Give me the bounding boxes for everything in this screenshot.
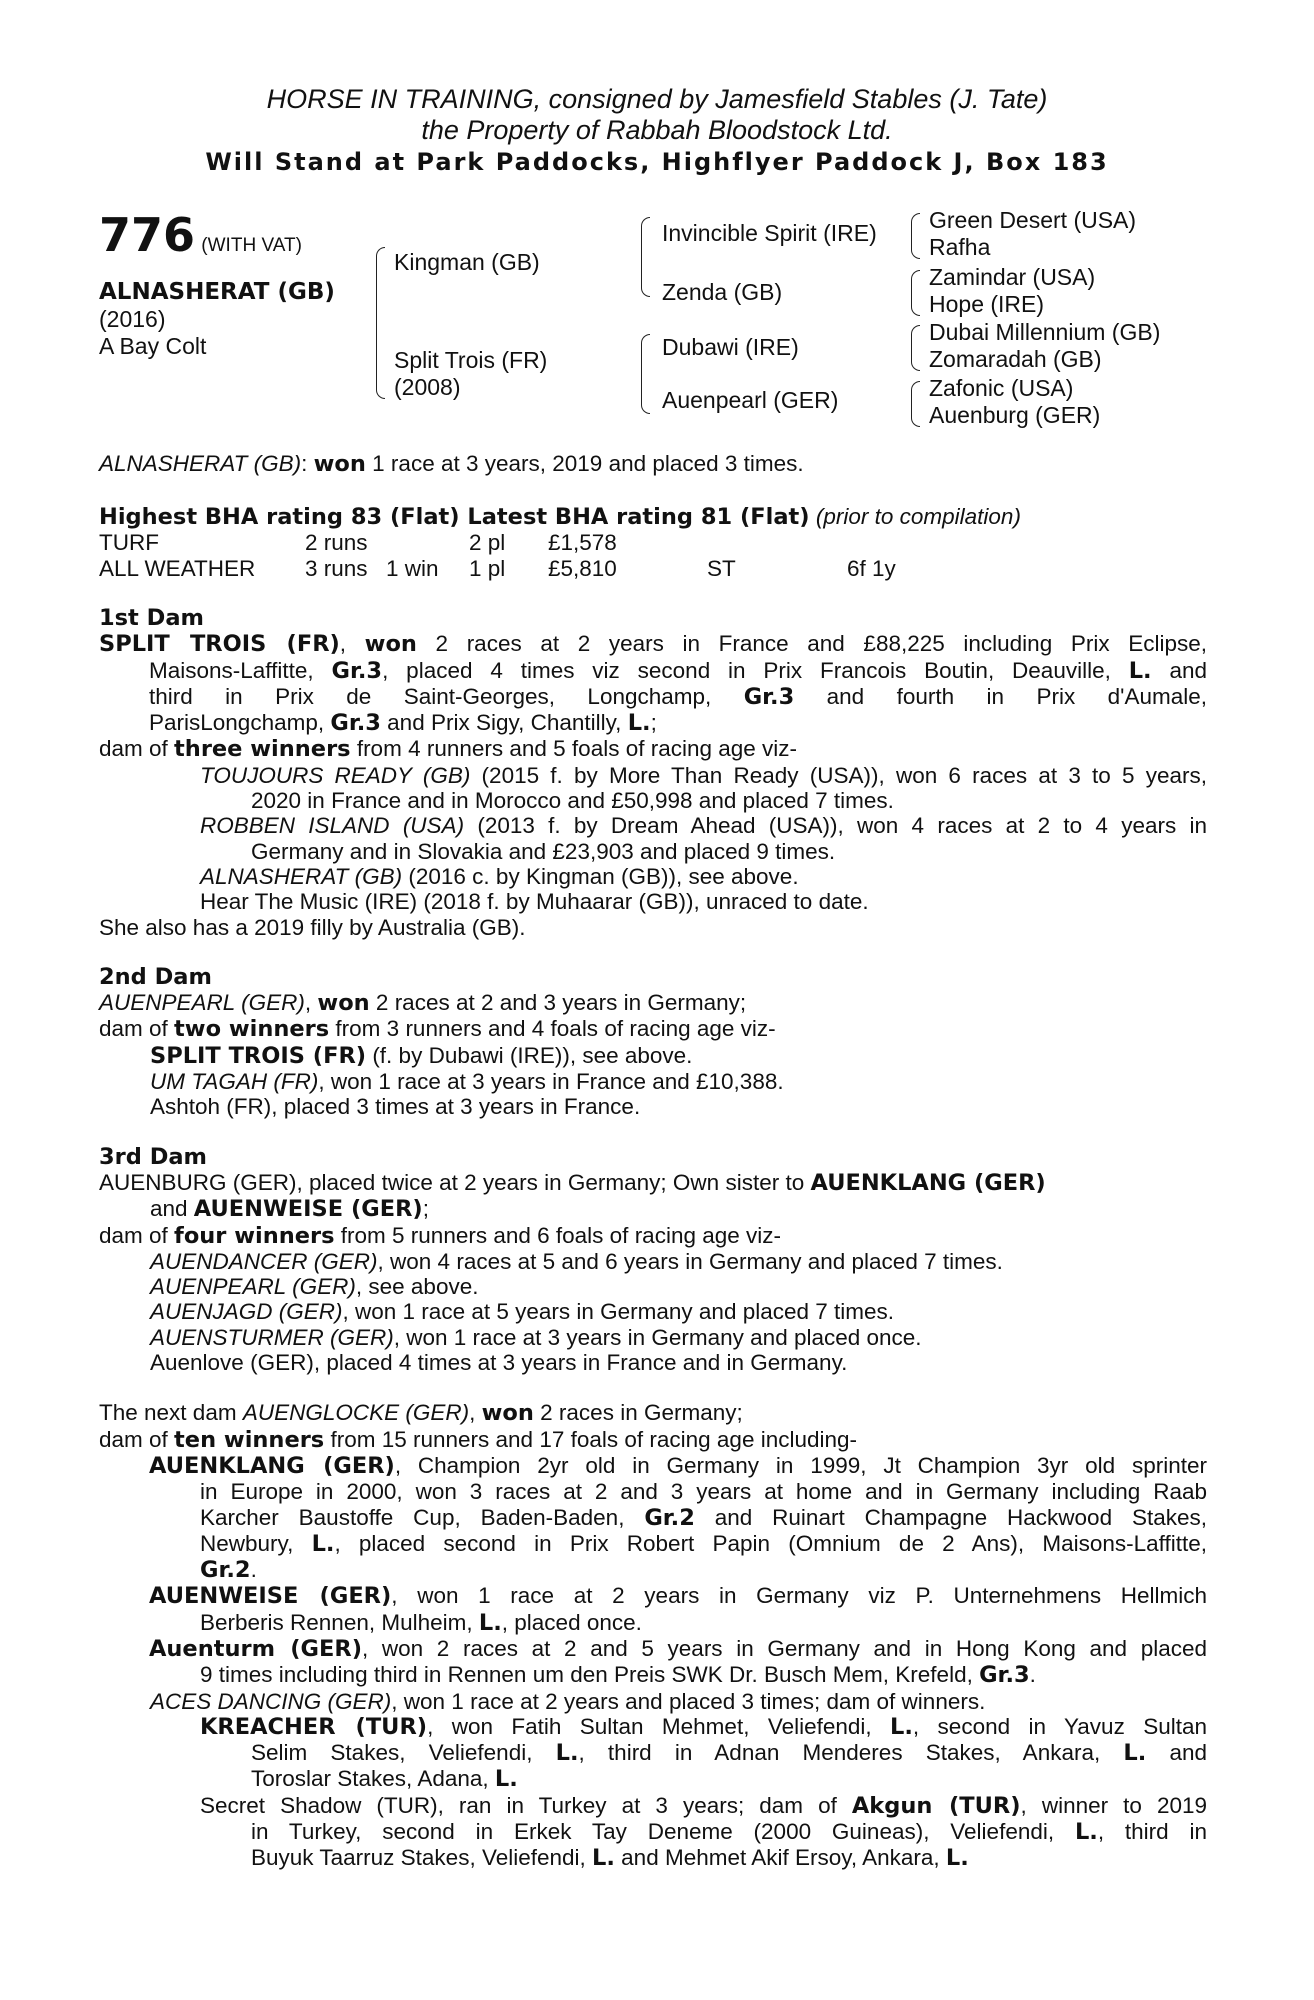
record-money: £1,578	[548, 530, 617, 555]
produce-name: AUENDANCER (GER)	[150, 1248, 378, 1274]
produce-secret-shadow	[99, 1793, 1207, 1819]
won-word: won	[317, 990, 370, 1017]
text-run: , placed second in Prix Robert Papin (Omnium de 2 Ans), Maisons-Laffitte,	[334, 1530, 1207, 1556]
text-run: Maisons-Laffitte,	[149, 657, 332, 683]
grade: L.	[1123, 1740, 1147, 1767]
pedigree-ddd: Auenburg (GER)	[929, 402, 1101, 428]
produce-name: ROBBEN ISLAND (USA)	[200, 813, 465, 839]
record-runs: 2 runs	[305, 530, 368, 555]
produce-split-trois	[99, 1043, 1207, 1069]
pedigree-brace-4	[911, 213, 920, 259]
produce-name: TOUJOURS READY (GB)	[200, 762, 471, 788]
text-run: , won Fatih Sultan Mehmet, Veliefendi,	[427, 1713, 891, 1739]
header-location: Will Stand at Park Paddocks, Highflyer Paddock J, Box 183	[205, 148, 1109, 176]
pedigree-sire-dam: Zenda (GB)	[662, 279, 783, 305]
text-run: The next dam	[99, 1400, 243, 1426]
summary-won: won	[313, 451, 366, 477]
text-run: dam of	[99, 1222, 175, 1248]
first-dam-produce-intro	[99, 736, 1207, 762]
produce-robben-island	[99, 813, 1207, 838]
pedigree-brace-1	[376, 247, 385, 399]
text-run: from 4 runners and 5 foals of racing age viz-	[350, 736, 798, 762]
grade: L.	[478, 1609, 502, 1636]
grade: L.	[311, 1530, 335, 1557]
pedigree-brace-6	[911, 325, 920, 371]
text-run: , won 1 race at 2 years and placed 3 times; dam of winners.	[391, 1688, 986, 1714]
produce-auenturm-2	[99, 1662, 1207, 1688]
text-run: , won 1 race at 2 years in Germany viz P. Unternehmens Hellmich	[391, 1583, 1207, 1609]
sibling-name: AUENKLANG (GER)	[810, 1169, 1046, 1196]
text-run: and fourth in Prix d'Aumale,	[794, 683, 1207, 709]
pedigree-dam-sire: Dubawi (IRE)	[662, 334, 799, 360]
race-summary: ALNASHERAT (GB): won 1 race at 3 years, 2019 and placed 3 times.	[99, 451, 804, 477]
winners-count: three winners	[174, 736, 351, 763]
produce-kreacher	[99, 1714, 1207, 1740]
produce-aces-dancing	[99, 1689, 1207, 1714]
header-property: the Property of Rabbah Bloodstock Ltd.	[421, 115, 893, 145]
text-run: Berberis Rennen, Mulheim,	[200, 1609, 479, 1635]
first-dam-also: She also has a 2019 filly by Australia (GB).	[99, 914, 526, 940]
text-run: and Prix Sigy, Chantilly,	[380, 710, 628, 736]
text-run: from 5 runners and 6 foals of racing age viz-	[334, 1222, 782, 1248]
text-run: , won 1 race at 5 years in Germany and placed 7 times.	[342, 1299, 895, 1325]
produce-name: AUENJAGD (GER)	[150, 1299, 343, 1325]
next-dam-record: The next dam AUENGLOCKE (GER), won 2 races in Germany;	[99, 1400, 743, 1427]
grade: L.	[494, 1766, 518, 1793]
next-dam-produce-intro	[99, 1427, 1207, 1453]
first-dam-name: SPLIT TROIS (FR)	[99, 631, 340, 658]
won-word: won	[364, 631, 417, 658]
second-dam-produce-intro	[99, 1016, 1207, 1042]
third-dam-heading: 3rd Dam	[99, 1143, 207, 1170]
grade: Gr.2	[644, 1504, 695, 1531]
grade: L.	[1074, 1819, 1098, 1846]
lot-number-block	[99, 210, 302, 260]
text-run: AUENBURG (GER), placed twice at 2 years in Germany; Own sister to	[99, 1169, 811, 1195]
first-dam-record-4	[99, 710, 1207, 736]
produce-auenpearl	[99, 1274, 1207, 1299]
produce-auenklang-4	[99, 1531, 1207, 1557]
produce-auenweise	[99, 1583, 1207, 1609]
text-run: , third in	[1097, 1819, 1207, 1845]
text-run: Secret Shadow (TUR), ran in Turkey at 3 years; dam of	[200, 1792, 852, 1818]
grade: L.	[592, 1845, 615, 1872]
vat-note: (WITH VAT)	[201, 235, 302, 256]
text-run: and Ruinart Champagne Hackwood Stakes,	[694, 1504, 1207, 1530]
produce-name: AUENPEARL (GER)	[150, 1274, 356, 1300]
produce-name: ALNASHERAT (GB)	[200, 863, 403, 889]
text-run: third in Prix de Saint-Georges, Longchamp,	[149, 683, 744, 709]
next-dam-name: AUENGLOCKE (GER)	[242, 1400, 470, 1426]
record-surface: TURF	[99, 530, 159, 555]
produce-secret-shadow-3	[99, 1845, 1207, 1871]
lot-horse-name: ALNASHERAT (GB)	[99, 279, 335, 305]
second-dam-record: AUENPEARL (GER), won 2 races at 2 and 3 years in Germany;	[99, 990, 747, 1017]
grade: Gr.2	[200, 1557, 251, 1584]
rating-note: (prior to compilation)	[815, 504, 1021, 529]
produce-toujours-ready	[99, 763, 1207, 788]
produce-auenweise-2	[99, 1610, 1207, 1636]
text-run: , winner to 2019	[1020, 1792, 1207, 1818]
pedigree-dam-year: (2008)	[394, 374, 461, 400]
first-dam-record: SPLIT TROIS (FR), won 2 races at 2 years in France and £88,225 including Prix Eclipse,	[99, 631, 1207, 658]
text-run: dam of	[99, 1426, 175, 1452]
produce-name: Auenturm (GER)	[149, 1635, 362, 1662]
pedigree-dam: Split Trois (FR)	[394, 347, 548, 373]
first-dam-record-3	[99, 684, 1207, 710]
grade: L.	[890, 1713, 913, 1740]
text-run: Newbury,	[200, 1530, 312, 1556]
pedigree-brace-5	[911, 270, 920, 316]
pedigree-dds: Zafonic (USA)	[929, 375, 1074, 401]
pedigree-brace-7	[911, 381, 920, 427]
record-placed: 2 pl	[469, 530, 506, 555]
text-run: 9 times including third in Rennen um den Preis SWK Dr. Busch Mem, Krefeld,	[200, 1662, 980, 1688]
text-run: ;	[422, 1196, 429, 1222]
second-dam-heading: 2nd Dam	[99, 963, 212, 990]
text-run: 2 races in Germany;	[533, 1400, 743, 1426]
text-run: , placed 4 times viz second in Prix Francois Boutin, Deauville,	[382, 657, 1129, 683]
text-run: Buyuk Taarruz Stakes, Veliefendi,	[251, 1845, 593, 1871]
record-surface-type: ST	[707, 556, 736, 581]
second-dam-name: AUENPEARL (GER)	[99, 990, 305, 1016]
pedigree-dss: Dubai Millennium (GB)	[929, 319, 1161, 345]
produce-name: ACES DANCING (GER)	[150, 1688, 392, 1714]
produce-auenklang-5	[99, 1557, 1207, 1583]
third-dam-record-2	[99, 1196, 1207, 1222]
text-run: in Turkey, second in Erkek Tay Deneme (2000 Guineas), Veliefendi,	[251, 1819, 1075, 1845]
text-run: and	[1151, 657, 1207, 683]
grade: Gr.3	[330, 710, 381, 737]
lot-foaling-year: (2016)	[99, 306, 166, 332]
produce-alnasherat	[99, 864, 1207, 889]
text-run: , second in Yavuz Sultan	[912, 1713, 1207, 1739]
text-run: , won 4 races at 5 and 6 years in Germany and placed 7 times.	[377, 1248, 1003, 1274]
first-dam-heading: 1st Dam	[99, 605, 204, 631]
grade: L.	[627, 710, 651, 737]
produce-auendancer	[99, 1249, 1207, 1274]
produce-name: KREACHER (TUR)	[200, 1713, 428, 1740]
text-run: , see above.	[355, 1274, 479, 1300]
text-run: , third in Adnan Menderes Stakes, Ankara,	[578, 1740, 1124, 1766]
produce-robben-island-2: Germany and in Slovakia and £23,903 and placed 9 times.	[251, 838, 836, 864]
pedigree-dam-dam: Auenpearl (GER)	[662, 387, 839, 413]
third-dam-produce-intro	[99, 1223, 1207, 1249]
text-run: (2013 f. by Dream Ahead (USA)), won 4 races at 2 to 4 years in	[464, 813, 1207, 839]
summary-horse: ALNASHERAT (GB)	[99, 451, 302, 476]
text-run: (2015 f. by More Than Ready (USA)), won 6 races at 3 to 5 years,	[470, 762, 1208, 788]
record-surface: ALL WEATHER	[99, 556, 256, 581]
produce-auenklang	[99, 1453, 1207, 1479]
header-consignor: HORSE IN TRAINING, consigned by Jamesfield Stables (J. Tate)	[266, 84, 1048, 114]
grade: L.	[555, 1740, 579, 1767]
grade: Gr.3	[979, 1662, 1030, 1689]
won-word: won	[481, 1400, 534, 1427]
pedigree-sire: Kingman (GB)	[394, 249, 540, 275]
produce-auenjagd	[99, 1299, 1207, 1324]
produce-toujours-ready-2: 2020 in France and in Morocco and £50,998 and placed 7 times.	[251, 788, 894, 814]
record-wins: 1 win	[386, 556, 439, 581]
produce-name: UM TAGAH (FR)	[150, 1069, 319, 1095]
produce-um-tagah	[99, 1069, 1207, 1094]
produce-secret-shadow-2	[99, 1819, 1207, 1845]
grade: L.	[1128, 657, 1152, 684]
winners-count: two winners	[174, 1016, 330, 1043]
record-placed: 1 pl	[469, 556, 506, 581]
summary-rest: 1 race at 3 years, 2019 and placed 3 times.	[372, 451, 804, 476]
text-run: ParisLongchamp,	[149, 710, 331, 736]
grade: Gr.3	[331, 657, 383, 684]
lot-description: A Bay Colt	[99, 333, 207, 359]
produce-name: SPLIT TROIS (FR)	[150, 1042, 367, 1069]
produce-auensturmer	[99, 1325, 1207, 1350]
text-run: Toroslar Stakes, Adana,	[251, 1766, 495, 1792]
grade: Gr.3	[743, 683, 795, 710]
text-run: and Mehmet Akif Ersoy, Ankara,	[614, 1845, 946, 1871]
pedigree-sire-sire: Invincible Spirit (IRE)	[662, 220, 877, 246]
produce-name: Akgun (TUR)	[851, 1792, 1021, 1819]
third-dam-record	[99, 1170, 1207, 1196]
text-run: Selim Stakes, Veliefendi,	[251, 1740, 556, 1766]
lot-number: 776	[99, 208, 196, 262]
produce-ashtoh: Ashtoh (FR), placed 3 times at 3 years in France.	[150, 1094, 641, 1120]
text-run: .	[250, 1557, 257, 1583]
text-run: , won 1 race at 3 years in Germany and placed once.	[393, 1324, 922, 1350]
bha-rating	[99, 504, 1021, 530]
pedigree-dsd: Zomaradah (GB)	[929, 346, 1102, 372]
first-dam-record-2	[99, 658, 1207, 684]
text-run: (f. by Dubawi (IRE)), see above.	[366, 1042, 693, 1068]
produce-auenturm	[99, 1636, 1207, 1662]
produce-auenklang-2: in Europe in 2000, won 3 races at 2 and 3 years at home and in Germany including Raab	[200, 1479, 1207, 1505]
text-run: 2 races at 2 and 3 years in Germany;	[369, 990, 747, 1016]
text-run: Karcher Baustoffe Cup, Baden-Baden,	[200, 1504, 645, 1530]
pedigree-sdd: Hope (IRE)	[929, 291, 1045, 317]
record-distance: 6f 1y	[847, 556, 896, 581]
grade: L.	[945, 1845, 969, 1872]
pedigree-ssd: Rafha	[929, 234, 991, 260]
produce-auenlove: Auenlove (GER), placed 4 times at 3 years in France and in Germany.	[150, 1350, 848, 1376]
text-run: dam of	[99, 1016, 175, 1042]
sibling-name: AUENWEISE (GER)	[193, 1196, 423, 1223]
text-run: from 3 runners and 4 foals of racing age viz-	[329, 1016, 776, 1042]
produce-name: AUENSTURMER (GER)	[150, 1324, 394, 1350]
produce-auenklang-3	[99, 1505, 1207, 1531]
text-run: (2016 c. by Kingman (GB)), see above.	[402, 863, 799, 889]
winners-count: ten winners	[174, 1426, 325, 1453]
text-run: ;	[650, 710, 657, 736]
text-run: , won 1 race at 3 years in France and £10,388.	[318, 1069, 784, 1095]
text-run: , Champion 2yr old in Germany in 1999, Jt Champion 3yr old sprinter	[394, 1452, 1207, 1478]
text-run: from 15 runners and 17 foals of racing age including-	[324, 1426, 858, 1452]
text-run: , won 2 races at 2 and 5 years in Germany and in Hong Kong and placed	[361, 1635, 1207, 1661]
pedigree-brace-3	[641, 334, 650, 414]
produce-name: AUENWEISE (GER)	[149, 1583, 392, 1610]
produce-name: AUENKLANG (GER)	[149, 1452, 395, 1479]
text-run: dam of	[99, 736, 175, 762]
record-runs: 3 runs	[305, 556, 368, 581]
winners-count: four winners	[174, 1222, 335, 1249]
text-run: .	[1029, 1662, 1036, 1688]
text-run: 2 races at 2 years in France and £88,225 including Prix Eclipse,	[416, 631, 1207, 657]
produce-hear-the-music: Hear The Music (IRE) (2018 f. by Muhaarar (GB)), unraced to date.	[200, 889, 869, 915]
text-run: , placed once.	[501, 1609, 642, 1635]
pedigree-sds: Zamindar (USA)	[929, 264, 1096, 290]
text-run: and	[150, 1196, 194, 1222]
record-money: £5,810	[548, 556, 617, 581]
text-run: and	[1146, 1740, 1207, 1766]
produce-kreacher-2	[99, 1740, 1207, 1766]
produce-record	[99, 606, 1207, 1872]
pedigree-brace-2	[641, 217, 650, 297]
produce-kreacher-3	[99, 1766, 1207, 1792]
pedigree-sss: Green Desert (USA)	[929, 207, 1137, 233]
rating-bold: Highest BHA rating 83 (Flat) Latest BHA rating 81 (Flat)	[99, 504, 810, 530]
